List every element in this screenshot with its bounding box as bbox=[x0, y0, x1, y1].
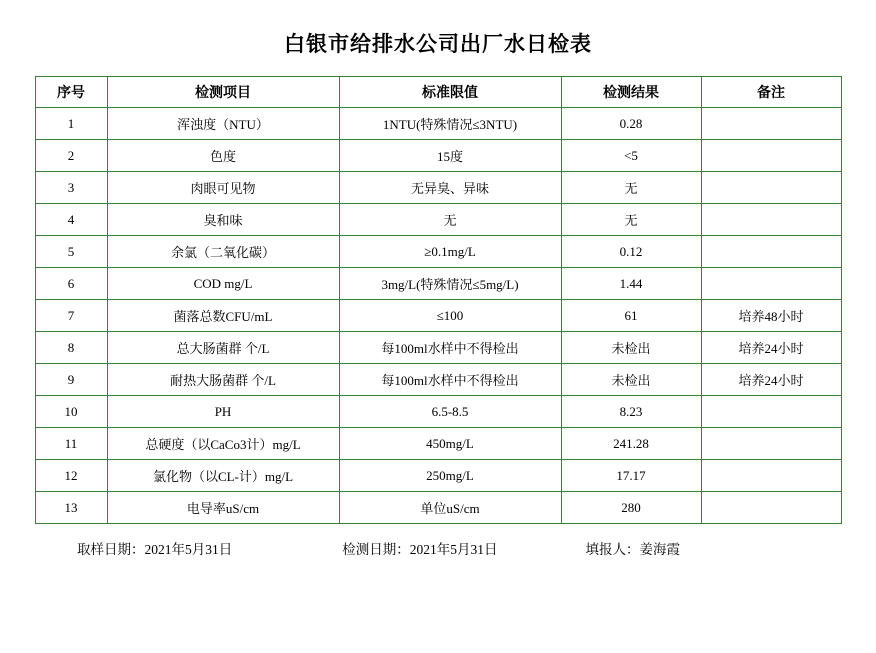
cell-note bbox=[701, 268, 841, 300]
cell-note bbox=[701, 204, 841, 236]
cell-result: 0.12 bbox=[561, 236, 701, 268]
water-quality-table bbox=[35, 76, 842, 524]
table-row bbox=[35, 236, 841, 268]
cell-limit: 单位uS/cm bbox=[339, 492, 561, 524]
cell-result: <5 bbox=[561, 140, 701, 172]
cell-result: 未检出 bbox=[561, 364, 701, 396]
table-header bbox=[35, 77, 841, 108]
cell-item: 氯化物（以CL-计）mg/L bbox=[107, 460, 339, 492]
cell-note bbox=[701, 108, 841, 140]
table-row bbox=[35, 140, 841, 172]
sample-date: 取样日期：2021年5月31日 bbox=[77, 542, 233, 557]
cell-result: 未检出 bbox=[561, 332, 701, 364]
cell-item: PH bbox=[107, 396, 339, 428]
cell-item: 总大肠菌群 个/L bbox=[107, 332, 339, 364]
column-header-result: 检测结果 bbox=[561, 77, 701, 108]
cell-limit: 3mg/L(特殊情况≤5mg/L) bbox=[339, 268, 561, 300]
table-row bbox=[35, 108, 841, 140]
cell-limit: 250mg/L bbox=[339, 460, 561, 492]
cell-item: 总硬度（以CaCo3计）mg/L bbox=[107, 428, 339, 460]
cell-limit: 1NTU(特殊情况≤3NTU) bbox=[339, 108, 561, 140]
table-row bbox=[35, 364, 841, 396]
cell-no: 8 bbox=[35, 332, 107, 364]
filled-by: 填报人：姜海霞 bbox=[585, 542, 680, 557]
cell-limit: ≥0.1mg/L bbox=[339, 236, 561, 268]
cell-limit: 每100ml水样中不得检出 bbox=[339, 364, 561, 396]
table-row bbox=[35, 460, 841, 492]
cell-note bbox=[701, 172, 841, 204]
cell-no: 1 bbox=[35, 108, 107, 140]
cell-no: 9 bbox=[35, 364, 107, 396]
table-row bbox=[35, 300, 841, 332]
table-row bbox=[35, 492, 841, 524]
cell-result: 8.23 bbox=[561, 396, 701, 428]
test-date: 检测日期：2021年5月31日 bbox=[342, 542, 498, 557]
cell-result: 17.17 bbox=[561, 460, 701, 492]
table-row bbox=[35, 428, 841, 460]
cell-no: 2 bbox=[35, 140, 107, 172]
column-header-no: 序号 bbox=[35, 77, 107, 108]
cell-note bbox=[701, 396, 841, 428]
cell-note: 培养24小时 bbox=[701, 332, 841, 364]
document-page bbox=[0, 28, 876, 653]
cell-limit: ≤100 bbox=[339, 300, 561, 332]
table-row bbox=[35, 172, 841, 204]
cell-note bbox=[701, 236, 841, 268]
cell-no: 5 bbox=[35, 236, 107, 268]
cell-note: 培养24小时 bbox=[701, 364, 841, 396]
column-header-note: 备注 bbox=[701, 77, 841, 108]
cell-result: 280 bbox=[561, 492, 701, 524]
footer-info bbox=[35, 538, 841, 558]
cell-item: COD mg/L bbox=[107, 268, 339, 300]
cell-note bbox=[701, 460, 841, 492]
cell-limit: 无异臭、异味 bbox=[339, 172, 561, 204]
cell-no: 10 bbox=[35, 396, 107, 428]
table-row bbox=[35, 268, 841, 300]
table-row bbox=[35, 204, 841, 236]
cell-no: 13 bbox=[35, 492, 107, 524]
cell-result: 无 bbox=[561, 204, 701, 236]
cell-item: 余氯（二氧化碳） bbox=[107, 236, 339, 268]
column-header-item: 检测项目 bbox=[107, 77, 339, 108]
cell-result: 61 bbox=[561, 300, 701, 332]
cell-no: 12 bbox=[35, 460, 107, 492]
cell-no: 3 bbox=[35, 172, 107, 204]
cell-result: 1.44 bbox=[561, 268, 701, 300]
cell-item: 浑浊度（NTU） bbox=[107, 108, 339, 140]
cell-limit: 15度 bbox=[339, 140, 561, 172]
cell-result: 241.28 bbox=[561, 428, 701, 460]
cell-item: 肉眼可见物 bbox=[107, 172, 339, 204]
table-row bbox=[35, 332, 841, 364]
cell-limit: 6.5-8.5 bbox=[339, 396, 561, 428]
column-header-limit: 标准限值 bbox=[339, 77, 561, 108]
cell-no: 7 bbox=[35, 300, 107, 332]
cell-result: 0.28 bbox=[561, 108, 701, 140]
cell-item: 臭和味 bbox=[107, 204, 339, 236]
cell-item: 耐热大肠菌群 个/L bbox=[107, 364, 339, 396]
cell-limit: 无 bbox=[339, 204, 561, 236]
cell-no: 11 bbox=[35, 428, 107, 460]
cell-note bbox=[701, 428, 841, 460]
cell-item: 色度 bbox=[107, 140, 339, 172]
table-header-row bbox=[35, 77, 841, 108]
cell-limit: 450mg/L bbox=[339, 428, 561, 460]
cell-note bbox=[701, 140, 841, 172]
cell-limit: 每100ml水样中不得检出 bbox=[339, 332, 561, 364]
cell-no: 6 bbox=[35, 268, 107, 300]
cell-no: 4 bbox=[35, 204, 107, 236]
table-body bbox=[35, 108, 841, 524]
cell-item: 电导率uS/cm bbox=[107, 492, 339, 524]
cell-result: 无 bbox=[561, 172, 701, 204]
cell-note: 培养48小时 bbox=[701, 300, 841, 332]
cell-note bbox=[701, 492, 841, 524]
cell-item: 菌落总数CFU/mL bbox=[107, 300, 339, 332]
page-title: 白银市给排水公司出厂水日检表 bbox=[284, 32, 592, 56]
table-row bbox=[35, 396, 841, 428]
